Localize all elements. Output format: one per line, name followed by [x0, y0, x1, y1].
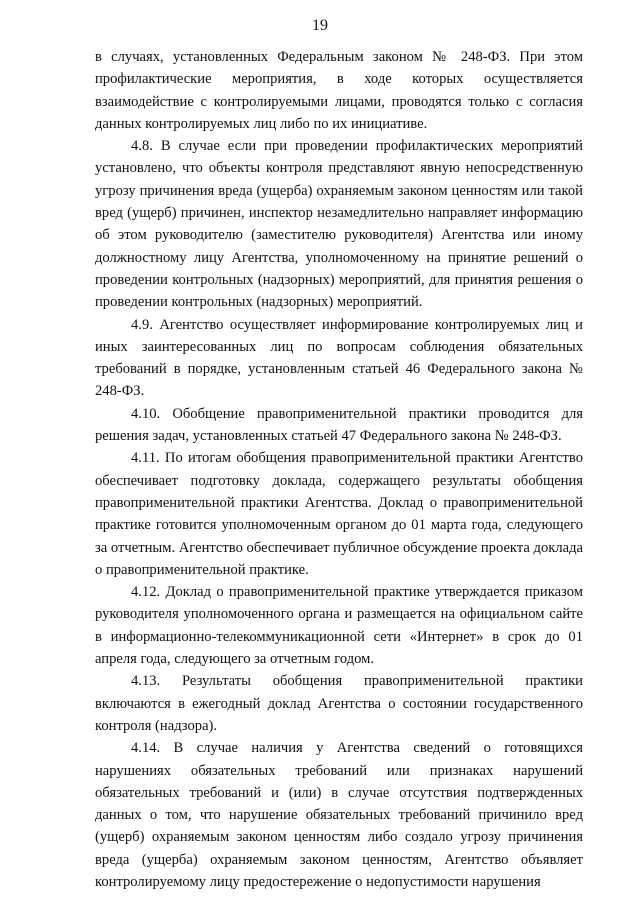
paragraph-4-13: 4.13. Результаты обобщения правоприменительной практики включаются в ежегодный доклад Агентства о состоянии государственного контроля (надзора). [95, 673, 583, 734]
paragraph-4-9: 4.9. Агентство осуществляет информирование контролируемых лиц и иных заинтересованных лиц по вопросам соблюдения обязательных требований в порядке, установленным статьей 46 Федерального закона № 248-ФЗ. [95, 316, 583, 400]
paragraph-continuation: в случаях, установленных Федеральным законом № 248-ФЗ. При этом профилактические мероприятия, в ходе которых осуществляется взаимодействие с контролируемыми лицами, проводятся только с согласия данных контролируемых лиц либо по их инициативе. [95, 49, 583, 132]
paragraph-4-10: 4.10. Обобщение правоприменительной практики проводится для решения задач, установленных статьей 47 Федерального закона № 248-ФЗ. [95, 405, 583, 445]
page-number: 19 [312, 17, 328, 34]
paragraph-4-8: 4.8. В случае если при проведении профилактических мероприятий установлено, что объекты контроля представляют явную непосредственную угрозу причинения вреда (ущерба) охраняемым законом ценностям или такой вред (ущерб) причинен, инспектор незамедлительно направляет информацию об этом руководителю (заместителю руководителя) Агентства или иному должностному лицу Агентства, уполномоченному на принятие решений о проведении контрольных (надзорных) мероприятий, для принятия решения о проведении контрольных (надзорных) мероприятий. [95, 138, 583, 311]
paragraph-4-14: 4.14. В случае наличия у Агентства сведений о готовящихся нарушениях обязательных требований или признаках нарушений обязательных требований и (или) в случае отсутствия подтвержденных данных о том, что нарушение обязательных требований причинило вред (ущерб) охраняемым законом ценностям либо создало угрозу причинения вреда (ущерба) охраняемым законом ценностям, Агентство объявляет контролируемому лицу предостережение о недопустимости нарушения [95, 740, 583, 890]
paragraph-4-11: 4.11. По итогам обобщения правоприменительной практики Агентство обеспечивает подготовку доклада, содержащего результаты обобщения правоприменительной практики Агентства. Доклад о правоприменительной практике готовится уполномоченным органом до 01 марта года, следующего за отчетным. Агентство обеспечивает публичное обсуждение проекта доклада о правоприменительной практике. [95, 450, 583, 578]
document-body [95, 46, 583, 893]
paragraph-4-12: 4.12. Доклад о правоприменительной практике утверждается приказом руководителя уполномоченного органа и размещается на официальном сайте в информационно-телекоммуникационной сети «Интернет» в срок до 01 апреля года, следующего за отчетным годом. [95, 584, 583, 668]
